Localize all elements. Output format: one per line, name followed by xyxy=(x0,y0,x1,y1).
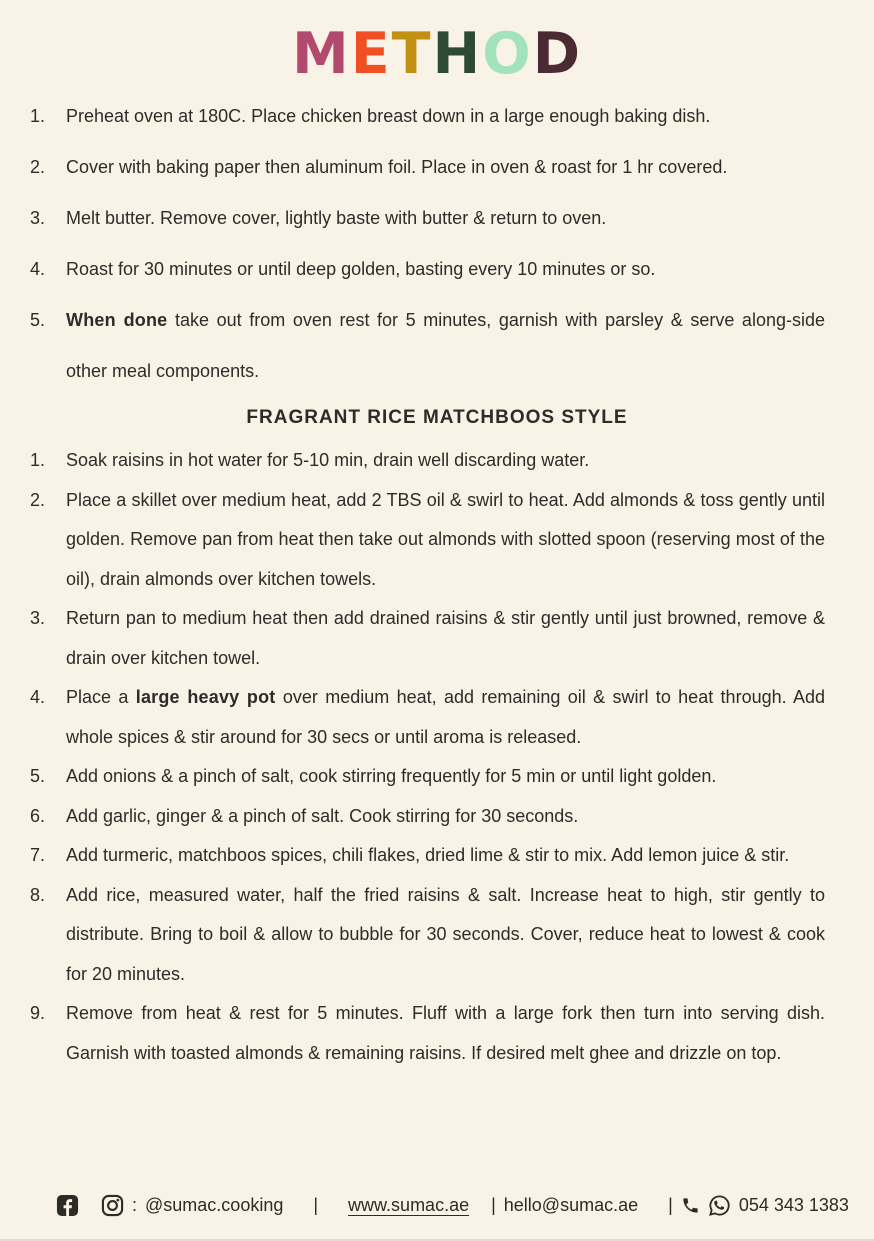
instagram-icon[interactable] xyxy=(101,1194,124,1217)
step-number: 2. xyxy=(30,489,46,510)
step-item xyxy=(30,91,825,142)
step-text: Place a skillet over medium heat, add 2 TBS oil & swirl to heat. Add almonds & toss gently until golden. Remove pan from heat then take out almonds with slotted spoon (reserving most of the oil), drain almonds over kitchen towels. xyxy=(66,489,825,589)
phone-icon xyxy=(681,1196,700,1215)
step-text: Add turmeric, matchboos spices, chili flakes, dried lime & stir to mix. Add lemon juice & stir. xyxy=(66,845,790,865)
title-letter: M xyxy=(291,21,351,87)
step-item xyxy=(30,193,825,244)
step-number: 5. xyxy=(30,310,46,330)
step-number: 5. xyxy=(30,766,46,786)
step-number: 7. xyxy=(30,845,46,865)
step-number: 6. xyxy=(30,805,46,826)
separator: | xyxy=(313,1195,319,1215)
step-number: 4. xyxy=(30,259,46,279)
step-text: Cover with baking paper then aluminum foil. Place in oven & roast for 1 hr covered. xyxy=(66,157,728,177)
step-item xyxy=(30,678,825,757)
separator: | xyxy=(491,1195,496,1215)
separator: | xyxy=(668,1195,673,1215)
step-number: 3. xyxy=(30,608,46,628)
website-link[interactable]: www.sumac.ae xyxy=(348,1195,470,1215)
step-number: 9. xyxy=(30,1003,46,1023)
step-text: Soak raisins in hot water for 5-10 min, drain well discarding water. xyxy=(66,450,590,470)
method-steps-list xyxy=(0,91,874,397)
step-item xyxy=(30,797,825,837)
step-item xyxy=(30,876,825,995)
step-item xyxy=(30,441,825,481)
step-text: When done take out from oven rest for 5 minutes, garnish with parsley & serve along-side other meal components. xyxy=(66,310,825,381)
step-text: Place a large heavy pot over medium heat, add remaining oil & swirl to heat through. Add whole spices & stir around for 30 secs or until aroma is released. xyxy=(66,687,825,747)
step-number: 8. xyxy=(30,884,46,905)
step-text: Roast for 30 minutes or until deep golden, basting every 10 minutes or so. xyxy=(66,259,656,279)
step-text: Add garlic, ginger & a pinch of salt. Cook stirring for 30 seconds. xyxy=(66,805,579,826)
step-number: 2. xyxy=(30,157,46,177)
phone-number: 054 343 1383 xyxy=(738,1195,849,1215)
step-text: Add onions & a pinch of salt, cook stirring frequently for 5 min or until light golden. xyxy=(66,766,717,786)
handle-colon: : xyxy=(132,1195,138,1215)
step-item xyxy=(30,599,825,678)
page-title xyxy=(0,0,874,87)
step-text: Return pan to medium heat then add drained raisins & stir gently until just browned, remove & drain over kitchen towel. xyxy=(66,608,825,668)
step-text: Preheat oven at 180C. Place chicken breast down in a large enough baking dish. xyxy=(66,106,711,126)
step-item xyxy=(30,481,825,600)
step-item xyxy=(30,244,825,295)
social-handle: @sumac.cooking xyxy=(145,1195,284,1215)
step-item xyxy=(30,994,825,1073)
step-item xyxy=(30,836,825,876)
facebook-icon[interactable] xyxy=(56,1194,79,1217)
contact-footer xyxy=(56,1194,849,1217)
title-letter: E xyxy=(350,21,392,87)
step-item xyxy=(30,142,825,193)
step-item xyxy=(30,757,825,797)
step-text: Remove from heat & rest for 5 minutes. Fluff with a large fork then turn into serving dish. Garnish with toasted almonds & remaining raisins. If desired melt ghee and drizzle on top. xyxy=(66,1003,825,1063)
title-letter: T xyxy=(391,21,433,87)
step-number: 1. xyxy=(30,450,46,470)
step-number: 1. xyxy=(30,106,46,126)
title-letter: O xyxy=(482,21,533,87)
email-text: hello@sumac.ae xyxy=(503,1195,639,1215)
title-letter: H xyxy=(432,21,483,87)
step-item xyxy=(30,295,825,397)
step-text: Melt butter. Remove cover, lightly baste with butter & return to oven. xyxy=(66,208,607,228)
rice-steps-list xyxy=(0,441,874,1073)
step-number: 4. xyxy=(30,687,46,707)
step-text: Add rice, measured water, half the fried raisins & salt. Increase heat to high, stir gently to distribute. Bring to boil & allow to bubble for 30 seconds. Cover, reduce heat to lowest & cook for 20 minutes. xyxy=(66,884,825,984)
section-heading-fragrant-rice: FRAGRANT RICE MATCHBOOS STYLE xyxy=(246,407,628,428)
title-letter: D xyxy=(532,21,583,87)
whatsapp-icon[interactable] xyxy=(708,1194,731,1217)
step-number: 3. xyxy=(30,208,46,228)
